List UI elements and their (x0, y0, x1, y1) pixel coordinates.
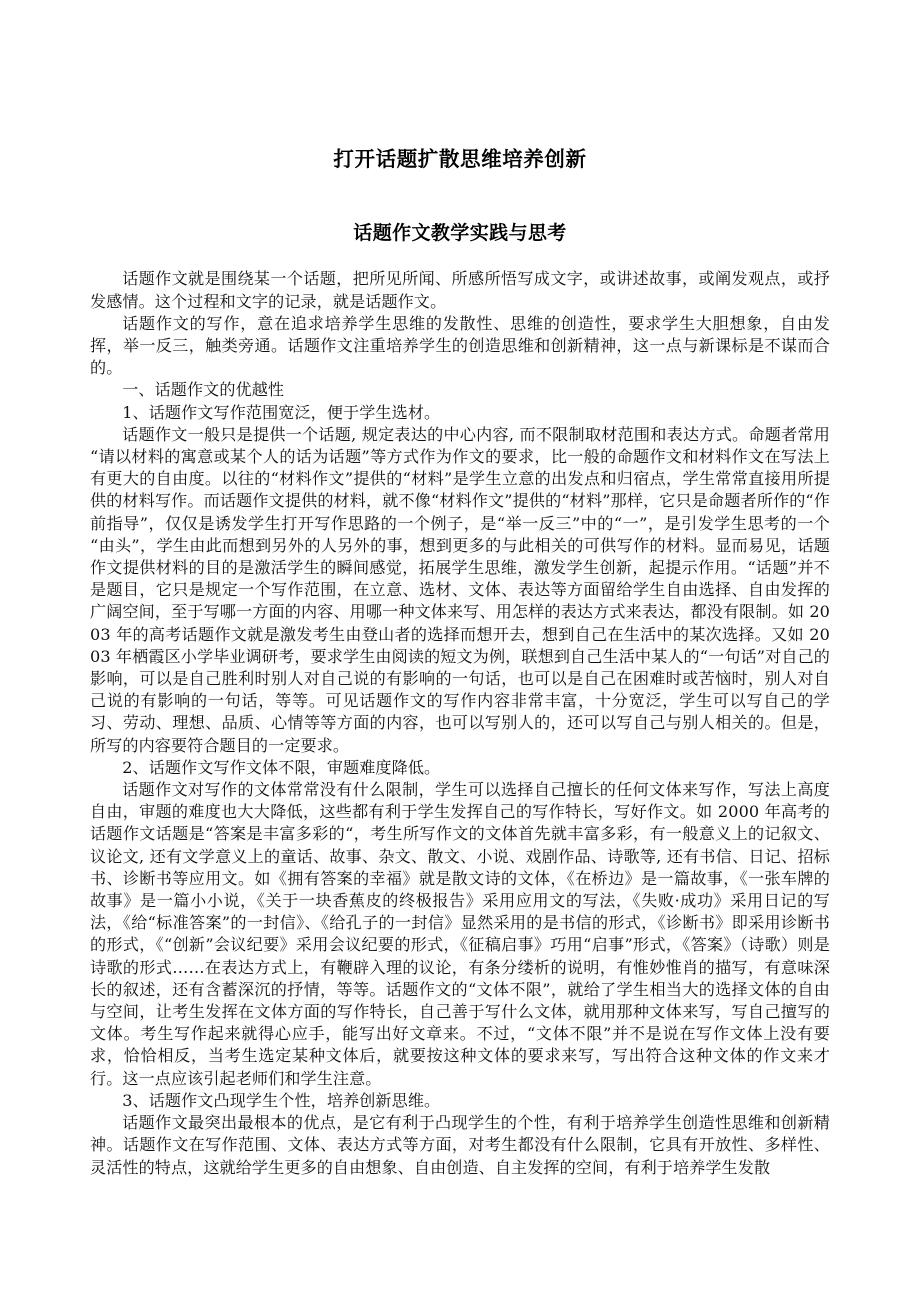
subsection-heading-2: 2、话题作文写作文体不限，审题难度降低。 (122, 757, 441, 777)
subsection-heading-3: 3、话题作文凸现学生个性，培养创新思维。 (122, 1090, 441, 1110)
title-block (90, 0, 830, 245)
paragraph-3: 话题作文一般只是提供一个话题, 规定表达的中心内容, 而不限制取材范围和表达方式。命题者常用“请以材料的寓意或某个人的话为话题”等方式作为作文的要求，比一般的命题作文和材料作文在写法上有更大的自由度。以往的“材料作文”提供的“材料”是学生立意的出发点和归宿点，学生常常直接用所提供的材料写作。而话题作文提供的材料，就不像“材料作文”提供的“材料”那样，它只是命题者所作的“作前指导”，仅仅是诱发学生打开写作思路的一个例子，是“举一反三”中的“一”，是引发学生思考的一个“由头”，学生由此而想到另外的人另外的事，想到更多的与此相关的可供写作的材料。显而易见，话题作文提供材料的目的是激活学生的瞬间感觉，拓展学生思维，激发学生创新，起提示作用。“话题”并不是题目，它只是规定一个写作范围，在立意、选材、文体、表达等方面留给学生自由选择、自由发挥的广阔空间，至于写哪一方面的内容、用哪一种文体来写、用怎样的表达方式来表达，都没有限制。如 2003 年的高考话题作文就是激发考生由登山者的选择而想开去，想到自己在生活中的某次选择。又如 2003 年栖霞区小学毕业调研考，要求学生由阅读的短文为例，联想到自己生活中某人的“一句话”对自己的影响，可以是自己胜利时别人对自己说的有影响的一句话，也可以是自己在困难时或苦恼时，别人对自己说的有影响的一句话，等等。可见话题作文的写作内容非常丰富，十分宽泛，学生可以写自己的学习、劳动、理想、品质、心情等等方面的内容，也可以写别人的，还可以写自己与别人相关的。但是，所写的内容要符合题目的一定要求。 (90, 424, 830, 755)
page-content (90, 0, 830, 1179)
document-body (90, 245, 830, 1178)
document-subtitle: 话题作文教学实践与思考 (353, 221, 567, 244)
section-heading-one: 一、话题作文的优越性 (122, 380, 285, 400)
paragraph-4: 话题作文对写作的文体常常没有什么限制，学生可以选择自己擅长的任何文体来写作，写法上高度自由，审题的难度也大大降低，这些都有利于学生发挥自己的写作特长，写好作文。如 2000 年高考的话题作文话题是“答案是丰富多彩的“，考生所写作文的文体首先就丰富多彩，有一般意义上的记叙文、议论文, 还有文学意义上的童话、故事、杂文、散文、小说、戏剧作品、诗歌等, 还有书信、日记、招标书、诊断书等应用文。如《拥有答案的幸福》就是散文诗的文体，《在桥边》是一篇故事，《一张车牌的故事》是一篇小小说，《关于一块香蕉皮的终极报告》采用应用文的写法，《失败·成功》采用日记的写法，《给“标准答案”的一封信》、《给孔子的一封信》显然采用的是书信的形式，《诊断书》即采用诊断书的形式，《“创新”会议纪要》采用会议纪要的形式，《征稿启事》巧用“启事”形式，《答案》（诗歌）则是诗歌的形式……在表达方式上，有鞭辟入理的议论，有条分缕析的说明，有惟妙惟肖的描写，有意味深长的叙述，还有含蓄深沉的抒情，等等。话题作文的“文体不限”，就给了学生相当大的选择文体的自由与空间，让考生发挥在文体方面的写作特长，自己善于写什么文体，就用那种文体来写，写自己擅写的文体。考生写作起来就得心应手，能写出好文章来。不过，“文体不限”并不是说在写作文体上没有要求，恰恰相反，当考生选定某种文体后，就要按这种文体的要求来写，写出符合这种文体的作文来才行。这一点应该引起老师们和学生注意。 (90, 780, 830, 1088)
document-title: 打开话题扩散思维培养创新 (333, 147, 587, 171)
paragraph-5: 话题作文最突出最根本的优点，是它有利于凸现学生的个性，有利于培养学生创造性思维和创新精神。话题作文在写作范围、文体、表达方式等方面，对考生都没有什么限制，它具有开放性、多样性、灵活性的特点，这就给学生更多的自由想象、自由创造、自主发挥的空间，有利于培养学生发散 (90, 1113, 830, 1177)
paragraph-1: 话题作文就是围绕某一个话题，把所见所闻、所感所悟写成文字，或讲述故事，或阐发观点，或抒发感情。这个过程和文字的记录，就是话题作文。 (90, 269, 830, 311)
subsection-heading-1: 1、话题作文写作范围宽泛，便于学生选材。 (122, 402, 441, 422)
paragraph-2: 话题作文的写作，意在追求培养学生思维的发散性、思维的创造性，要求学生大胆想象，自由发挥，举一反三，触类旁通。话题作文注重培养学生的创造思维和创新精神，这一点与新课标是不谋而合的。 (90, 313, 830, 378)
